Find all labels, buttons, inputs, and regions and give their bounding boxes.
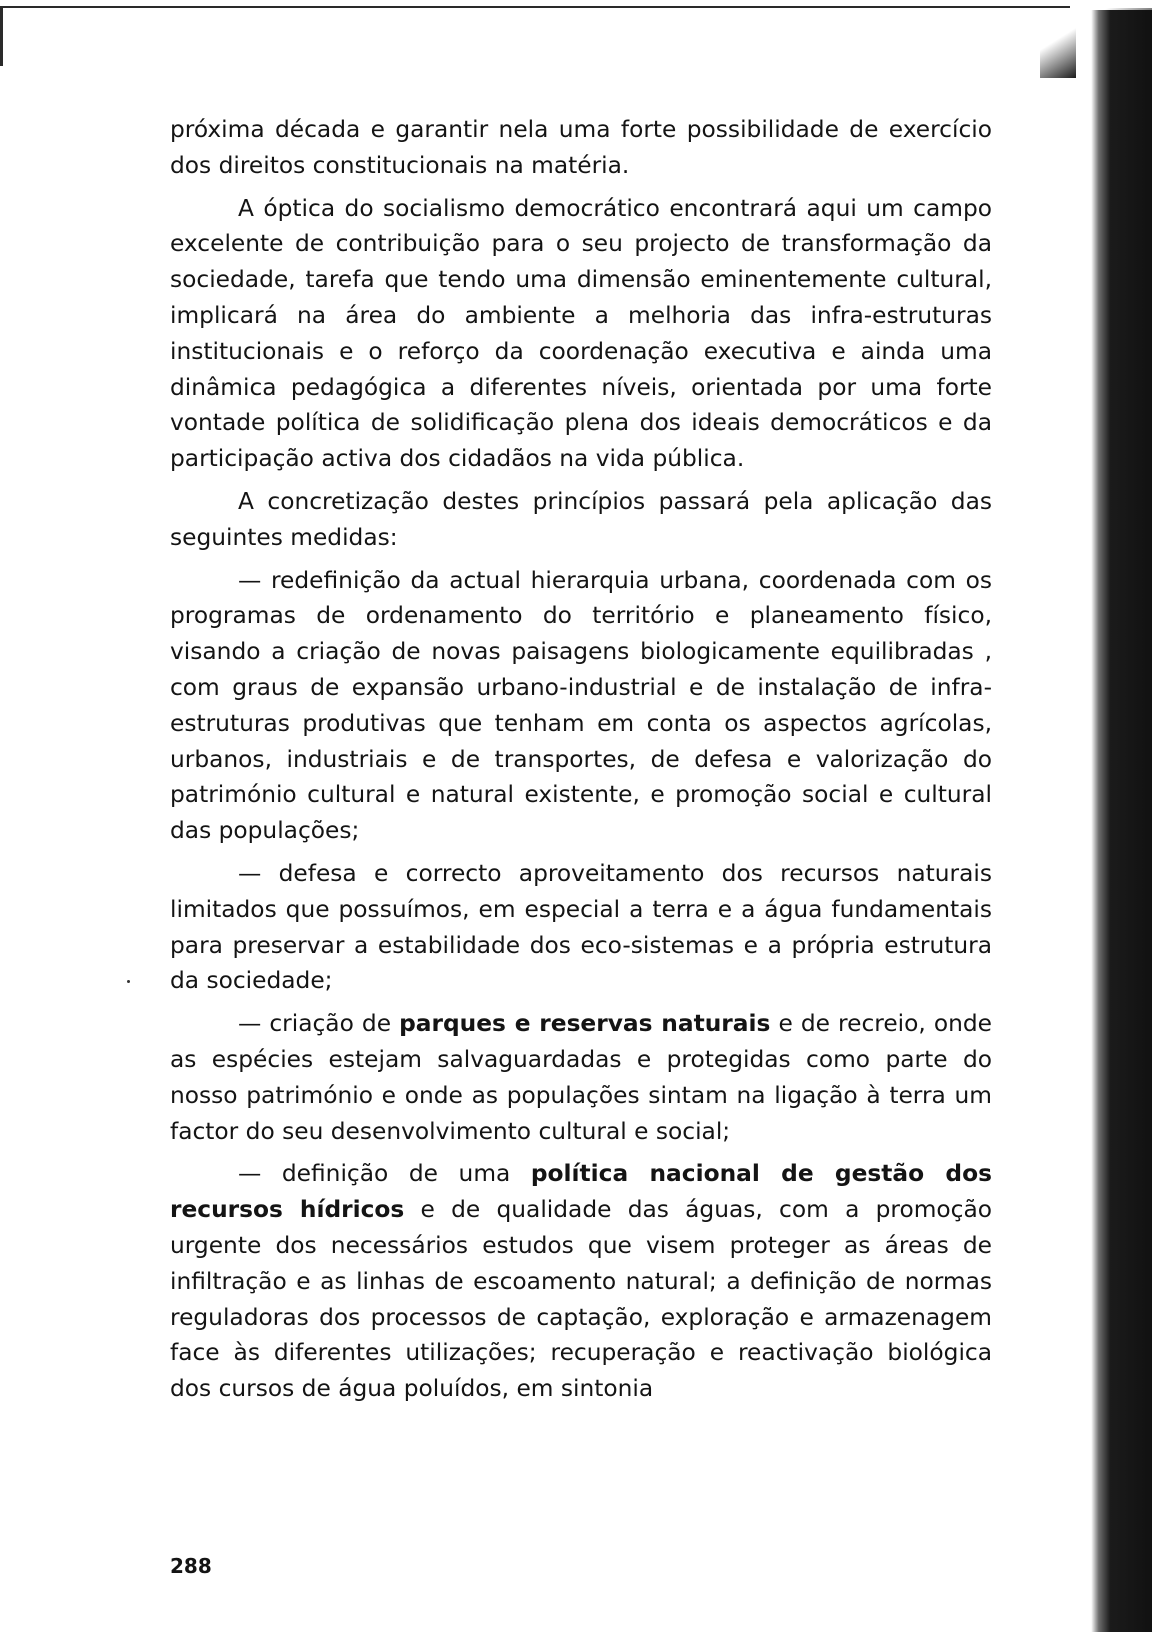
bold-phrase: política nacional de gestão dos recursos hídricos — [170, 1160, 992, 1224]
paragraph-2 — [170, 191, 992, 477]
paragraph-text: — definição de uma — [238, 1160, 531, 1188]
paragraph-text: — redefinição da actual hierarquia urbana, coordenada com os programas de ordenamento do território e planeamento físico, visando a criação de novas paisagens biologicamente equilibradas , com graus de expansão urbano-industrial e de instalação de infra-estruturas produtivas que tenham em conta os aspectos agrícolas, urbanos, industriais e de transportes, de defesa e valorização do património cultural e natural existente, e promoção social e cultural das populações; — [170, 566, 992, 845]
body-text — [170, 112, 992, 1407]
list-item-parques-reservas — [170, 1006, 992, 1149]
page-top-edge — [0, 6, 1070, 8]
page-number: 288 — [170, 1554, 212, 1578]
list-item-recursos-naturais — [170, 856, 992, 999]
paragraph-text: — defesa e correcto aproveitamento dos recursos naturais limitados que possuímos, em especial a terra e a água fundamentais para preservar a estabilidade dos eco-sistemas e a própria estrutura da sociedade; — [170, 859, 992, 995]
paragraph-text: próxima década e garantir nela uma forte possibilidade de exercício dos direitos constitucionais na matéria. — [170, 116, 992, 179]
list-item-recursos-hidricos — [170, 1156, 992, 1407]
paragraph-text: — criação de — [238, 1010, 400, 1038]
paragraph-text: e de qualidade das águas, com a promoção urgente dos necessários estudos que visem proteger as áreas de infiltração e as linhas de escoamento natural; a definição de normas reguladoras dos processos de captação, exploração e armazenagem face às diferentes utilizações; recuperação e reactivação biológica dos cursos de água poluídos, em sintonia — [170, 1196, 992, 1403]
bold-phrase: parques e reservas naturais — [399, 1010, 771, 1038]
paragraph-text: A concretização destes princípios passará pela aplicação das seguintes medidas: — [170, 487, 992, 551]
book-gutter-shadow — [1076, 10, 1152, 1632]
paragraph-text: A óptica do socialismo democrático encontrará aqui um campo excelente de contribuição para o seu projecto de transformação da sociedade, tarefa que tendo uma dimensão eminentemente cultural, implicará na área do ambiente a melhoria das infra-estruturas institucionais e o reforço da coordenação executiva e ainda uma dinâmica pedagógica a diferentes níveis, orientada por uma forte vontade política de solidificação plena dos ideais democráticos e da participação activa dos cidadãos na vida pública. — [170, 194, 992, 473]
paragraph-3 — [170, 484, 992, 556]
paragraph-text: e de recreio, onde as espécies estejam salvaguardadas e protegidas como parte do nosso património e onde as populações sintam na ligação à terra um factor do seu desenvolvimento cultural e social; — [170, 1010, 992, 1145]
scan-speck — [127, 980, 130, 983]
page-left-edge — [0, 6, 3, 66]
paragraph-1 — [170, 112, 992, 184]
list-item-hierarquia-urbana — [170, 563, 992, 849]
